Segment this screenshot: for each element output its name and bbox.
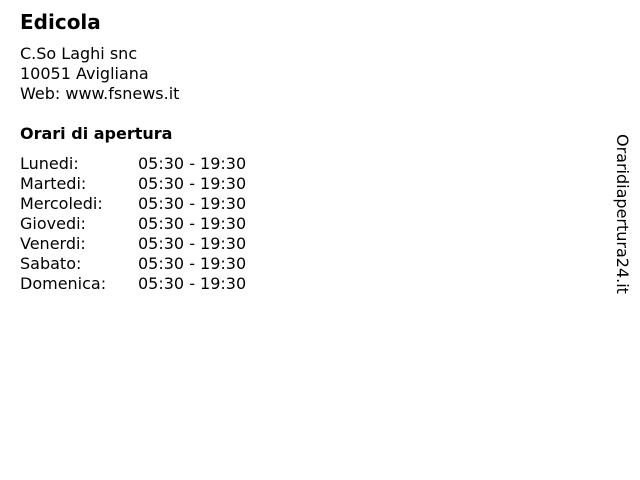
page-title: Edicola [20,10,101,34]
hours-day: Sabato: [20,254,82,273]
hours-time: 05:30 - 19:30 [138,234,247,253]
site-watermark [612,134,634,310]
hours-time: 05:30 - 19:30 [138,154,247,173]
hours-row-wednesday [20,194,268,214]
hours-day: Martedi: [20,174,87,193]
hours-day: Domenica: [20,274,107,293]
hours-day: Mercoledi: [20,194,103,213]
website-text: Web: www.fsnews.it [20,84,180,103]
hours-row-tuesday [20,174,268,194]
hours-row-saturday [20,254,268,274]
hours-row-thursday [20,214,268,234]
hours-row-monday [20,154,268,174]
hours-time: 05:30 - 19:30 [138,274,247,293]
address-block [20,44,179,104]
city-address: 10051 Avigliana [20,64,149,83]
hours-row-friday [20,234,268,254]
hours-time: 05:30 - 19:30 [138,174,247,193]
hours-time: 05:30 - 19:30 [138,194,247,213]
hours-day: Lunedi: [20,154,79,173]
opening-hours-title: Orari di apertura [20,124,173,143]
street-address: C.So Laghi snc [20,44,138,63]
hours-day: Venerdi: [20,234,86,253]
hours-time: 05:30 - 19:30 [138,214,247,233]
hours-day: Giovedi: [20,214,86,233]
opening-hours-table [20,154,268,294]
hours-time: 05:30 - 19:30 [138,254,247,273]
hours-row-sunday [20,274,268,294]
watermark-text: Oraridiapertura24.it [613,134,632,294]
